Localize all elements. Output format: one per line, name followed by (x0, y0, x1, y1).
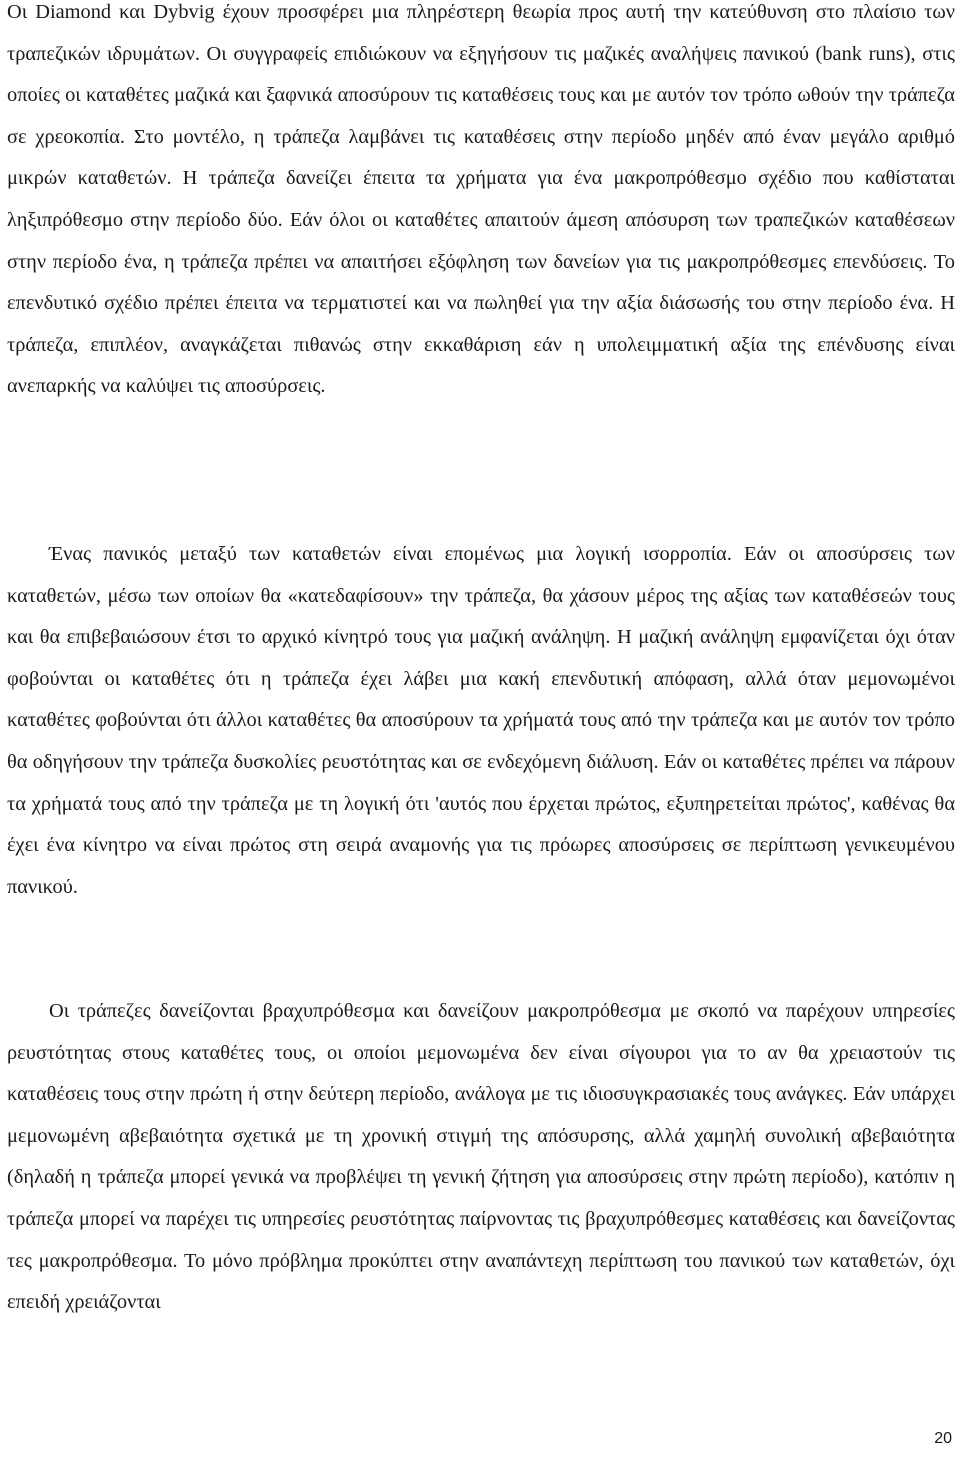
paragraph-diamond-dybvig: Οι Diamond και Dybvig έχουν προσφέρει μια πληρέστερη θεωρία προς αυτή την κατεύθυνση στο πλαίσιο των τραπεζικών ιδρυμάτων. Οι συγγραφείς επιδιώκουν να εξηγήσουν τις μαζικές αναλήψεις πανικού (bank runs), στις οποίες οι καταθέτες μαζικά και ξαφνικά αποσύρουν τις καταθέσεις τους και με αυτόν τον τρόπο ωθούν την τράπεζα σε χρεοκοπία. Στο μοντέλο, η τράπεζα λαμβάνει τις καταθέσεις στην περίοδο μηδέν από έναν μεγάλο αριθμό μικρών καταθετών. Η τράπεζα δανείζει έπειτα τα χρήματα για ένα μακροπρόθεσμο σχέδιο που καθίσταται ληξιπρόθεσμο στην περίοδο δύο. Εάν όλοι οι καταθέτες απαιτούν άμεση απόσυρση των τραπεζικών καταθέσεων στην περίοδο ένα, η τράπεζα πρέπει να απαιτήσει εξόφληση των δανείων για τις μακροπρόθεσμες επενδύσεις. Το επενδυτικό σχέδιο πρέπει έπειτα να τερματιστεί και να πωληθεί για την αξία διάσωσής του στην περίοδο ένα. Η τράπεζα, επιπλέον, αναγκάζεται πιθανώς στην εκκαθάριση εάν η υπολειμματική αξία της επένδυσης είναι ανεπαρκής να καλύψει τις αποσύρσεις. (7, 1, 955, 398)
paragraph-panic-equilibrium: Ένας πανικός μεταξύ των καταθετών είναι επομένως μια λογική ισορροπία. Εάν οι αποσύρσεις των καταθετών, μέσω των οποίων θα «κατεδαφίσουν» την τράπεζα, θα χάσουν μέρος της αξίας των καταθέσεών τους και θα επιβεβαιώσουν έτσι το αρχικό κίνητρό τους για μαζική ανάληψη. Η μαζική ανάληψη εμφανίζεται όχι όταν φοβούνται οι καταθέτες ότι η τράπεζα έχει λάβει μια κακή επενδυτική απόφαση, αλλά όταν μεμονωμένοι καταθέτες φοβούνται ότι άλλοι καταθέτες θα αποσύρουν τα χρήματά τους από την τράπεζα και με αυτόν τον τρόπο θα οδηγήσουν την τράπεζα δυσκολίες ρευστότητας και σε ενδεχόμενη διάλυση. Εάν οι καταθέτες πρέπει να πάρουν τα χρήματά τους από την τράπεζα με τη λογική ότι 'αυτός που έρχεται πρώτος, εξυπηρετείται πρώτος', καθένας θα έχει ένα κίνητρο να είναι πρώτος στη σειρά αναμονής για τις πρόωρες αποσύρσεις σε περίπτωση γενικευμένου πανικού. (7, 543, 955, 898)
page-number: 20 (934, 1430, 952, 1447)
paragraph-liquidity-services: Οι τράπεζες δανείζονται βραχυπρόθεσμα και δανείζουν μακροπρόθεσμα με σκοπό να παρέχουν υπηρεσίες ρευστότητας στους καταθέτες τους, οι οποίοι μεμονωμένα δεν είναι σίγουροι για το αν θα χρειαστούν τις καταθέσεις τους στην πρώτη ή στην δεύτερη περίοδο, ανάλογα με τις ιδιοσυγκρασιακές τους ανάγκες. Εάν υπάρχει μεμονωμένη αβεβαιότητα σχετικά με τη χρονική στιγμή της απόσυρσης, αλλά χαμηλή συνολική αβεβαιότητα (δηλαδή η τράπεζα μπορεί γενικά να προβλέψει τη γενική ζήτηση για αποσύρσεις στην πρώτη περίοδο), κατόπιν η τράπεζα μπορεί να παρέχει τις υπηρεσίες ρευστότητας παίρνοντας τις βραχυπρόθεσμες καταθέσεις και δανείζοντας τες μακροπρόθεσμα. Το μόνο πρόβλημα προκύπτει στην αναπάντεχη περίπτωση του πανικού των καταθετών, όχι επειδή χρειάζονται (7, 1000, 955, 1314)
